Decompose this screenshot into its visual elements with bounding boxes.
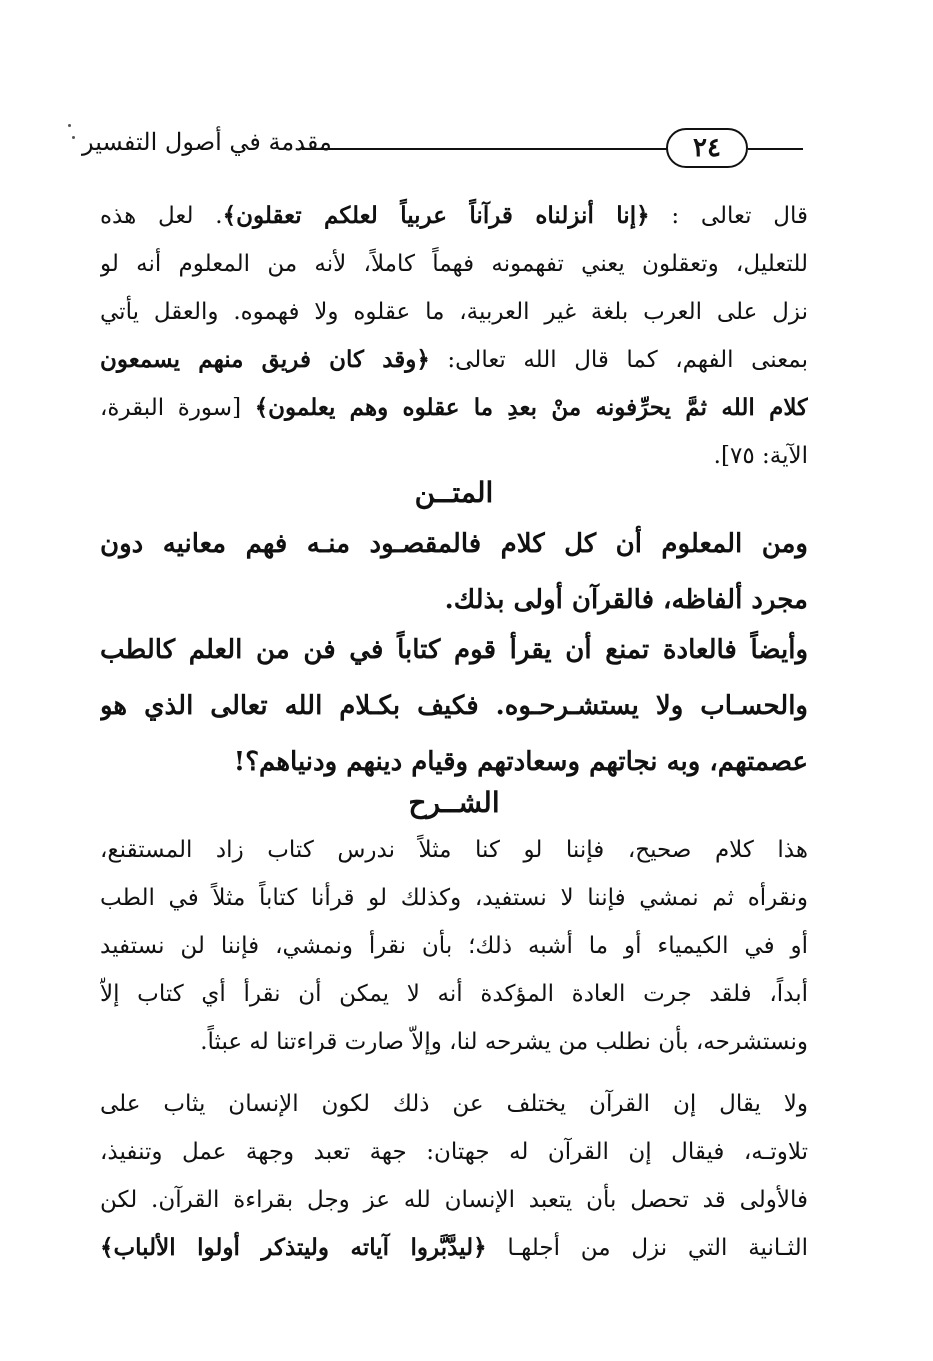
- header-rule-right: [748, 148, 803, 150]
- scan-speck: [68, 124, 71, 127]
- text-run: قال تعالى :: [649, 203, 808, 229]
- paragraph-line: [100, 384, 808, 432]
- section-heading-matn: المتــن: [414, 476, 494, 509]
- paragraph-line: تلاوتـه، فيقال إن القرآن له جهتان: جهة تعبد وجهة عمل وتنفيذ،: [100, 1139, 808, 1165]
- paragraph-line: [100, 1224, 808, 1272]
- section-heading-sharh: الشــرح: [408, 786, 500, 819]
- matn-paragraph-1: [100, 516, 808, 628]
- matn-paragraph-2: [100, 622, 808, 790]
- paragraph-line: الآية: ٧٥].: [713, 443, 808, 469]
- paragraph-line: للتعليل، وتعقلون يعني تفهمونه فهماً كاملاً، لأنه من المعلوم أنه لو: [100, 251, 808, 277]
- page-header: [0, 118, 933, 178]
- paragraph-line: عصمتهم، وبه نجاتهم وسعادتهم وقيام دينهم ودنياهم؟!: [233, 747, 808, 777]
- scan-speck: [72, 136, 75, 139]
- page-number: ٢٤: [693, 133, 721, 163]
- paragraph-line: ونستشرحه، بأن نطلب من يشرحه لنا، وإلاّ صارت قراءتنا له عبثاً.: [200, 1029, 808, 1055]
- quran-verse: ﴿إنا أنزلناه قرآناً عربياً لعلكم تعقلون﴾: [222, 202, 650, 229]
- paragraph-line: ونقرأه ثم نمشي فإننا لا نستفيد، وكذلك لو قرأنا كتاباً مثلاً في الطب: [100, 885, 808, 911]
- paragraph-line: فالأولى قد تحصل بأن يتعبد الإنسان لله عز وجل بقراءة القرآن. لكن: [100, 1187, 808, 1213]
- quran-verse: ﴿وقد كان فريق منهم يسمعون: [100, 346, 430, 373]
- text-run: . لعل هذه: [100, 203, 223, 229]
- paragraph-line: وأيضاً فالعادة تمنع أن يقرأ قوم كتاباً في فن من العلم كالطب: [100, 635, 808, 665]
- paragraph-line: هذا كلام صحيح، فإننا لو كنا مثلاً ندرس كتاب زاد المستقنع،: [100, 837, 808, 863]
- paragraph-intro: [100, 192, 808, 480]
- sharh-paragraph-2: [100, 1080, 808, 1272]
- paragraph-line: [100, 336, 808, 384]
- paragraph-line: والحسـاب ولا يستشـرحـوه. فكيف بكـلام الله تعالى الذي هو: [100, 691, 808, 721]
- sharh-paragraph-1: [100, 826, 808, 1066]
- paragraph-line: [100, 192, 808, 240]
- paragraph-line: ومن المعلوم أن كل كلام فالمقصـود منـه فهم معانيه دون: [100, 529, 808, 559]
- paragraph-line: مجرد ألفاظه، فالقرآن أولى بذلك.: [444, 585, 808, 615]
- paragraph-line: أو في الكيمياء أو ما أشبه ذلك؛ بأن نقرأ ونمشي، فإننا لن نستفيد: [100, 933, 808, 959]
- paragraph-line: أبداً، فلقد جرت العادة المؤكدة أنه لا يمكن أن نقرأ أي كتاب إلاّ: [100, 981, 808, 1007]
- book-title: مقدمة في أصول التفسير: [82, 128, 332, 156]
- quran-verse: ﴿ليدَّبَّروا آياته وليتذكر أولوا الألباب﴾: [100, 1234, 487, 1261]
- text-run: [سورة البقرة،: [100, 395, 255, 421]
- quran-verse: كلام الله ثمَّ يحرِّفونه منْ بعدِ ما عقلوه وهم يعلمون﴾: [254, 394, 808, 421]
- header-rule-left: [302, 148, 668, 150]
- paragraph-line: نزل على العرب بلغة غير العربية، ما عقلوه ولا فهموه. والعقل يأتي: [100, 299, 808, 325]
- text-run: الثـانية التي نزل من أجلهـا: [486, 1235, 808, 1261]
- text-run: بمعنى الفهم، كما قال الله تعالى:: [429, 347, 808, 373]
- page-number-badge: [666, 128, 748, 168]
- paragraph-line: ولا يقال إن القرآن يختلف عن ذلك لكون الإنسان يثاب على: [100, 1091, 808, 1117]
